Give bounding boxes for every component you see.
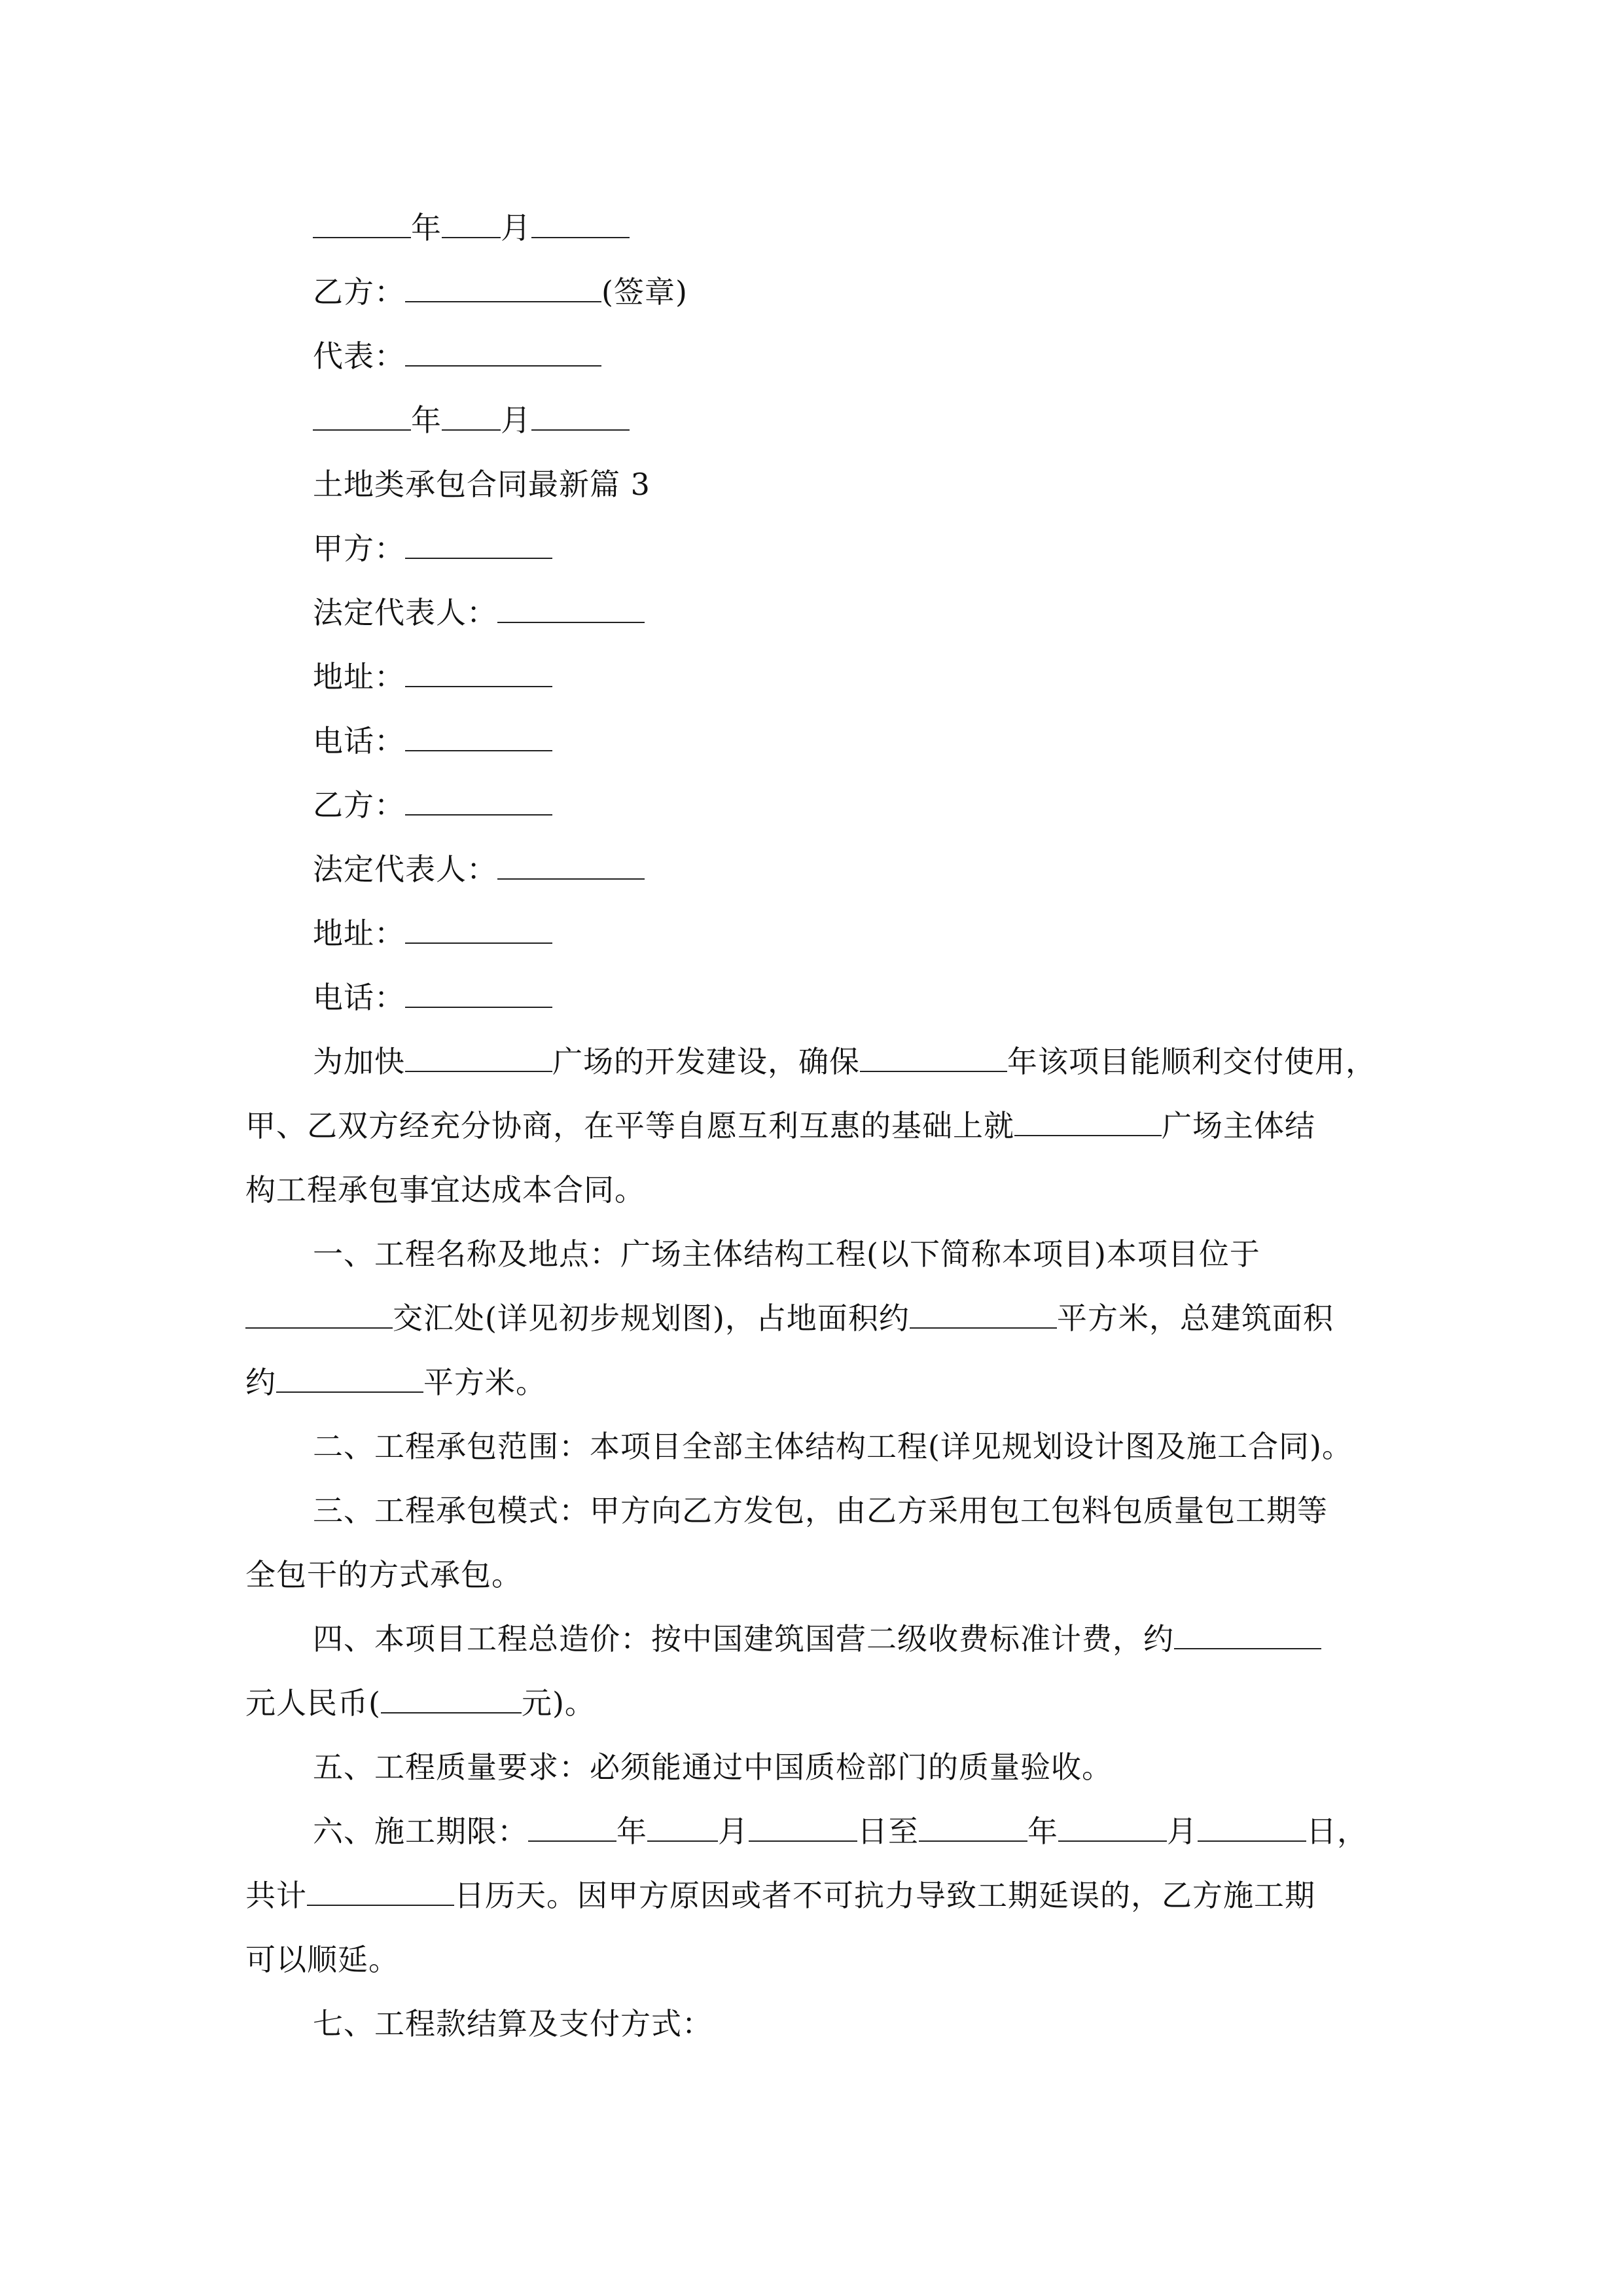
phone-blank (405, 978, 552, 1008)
party-b-sign-line (313, 272, 688, 312)
clause-text: 共计 (245, 1878, 307, 1913)
intro-line-2 (245, 1106, 1315, 1145)
representative-blank (405, 336, 601, 367)
clause-5: 五、工程质量要求：必须能通过中国质检部门的质量验收。 (313, 1749, 1113, 1785)
location-blank (245, 1299, 393, 1329)
phone-blank (405, 721, 552, 751)
party-a-legal-rep-line (313, 593, 645, 632)
month-label: 月 (1167, 1814, 1198, 1849)
intro-text: 甲、乙双方经充分协商，在平等自愿互利互惠的基础上就 (245, 1108, 1014, 1143)
party-b-blank (405, 272, 601, 302)
year-label: 年 (411, 210, 442, 245)
clause-3-line-2: 全包干的方式承包。 (245, 1557, 522, 1592)
end-day-blank (1198, 1812, 1306, 1842)
date-line-2 (313, 401, 630, 440)
clause-text: 约 (245, 1365, 276, 1400)
party-b-label: 乙方： (313, 274, 405, 310)
clause-text: 元)。 (521, 1685, 596, 1721)
intro-line-1 (313, 1042, 1376, 1081)
seal-label: (签章) (601, 274, 688, 310)
party-a-line (313, 529, 552, 568)
clause-text: 日历天。因甲方原因或者不可抗力导致工期延误的，乙方施工期 (454, 1878, 1315, 1913)
plaza-name-blank (405, 1042, 552, 1072)
clause-text: 平方米。 (423, 1365, 546, 1400)
price-figure-blank (381, 1683, 522, 1713)
start-month-blank (647, 1812, 718, 1842)
clause-text: 六、施工期限： (313, 1814, 528, 1849)
party-b-line (313, 785, 552, 825)
clause-4-line-1 (313, 1619, 1321, 1659)
days-blank (307, 1876, 454, 1906)
intro-text: 年该项目能顺利交付使用， (1007, 1044, 1376, 1079)
clause-1-line-1: 一、工程名称及地点：广场主体结构工程(以下简称本项目)本项目位于 (313, 1236, 1260, 1272)
clause-text: 元人民币( (245, 1685, 381, 1721)
year-blank (313, 401, 411, 431)
party-b-legal-rep-line (313, 850, 645, 889)
year-label: 年 (1027, 1814, 1058, 1849)
clause-3-line-1: 三、工程承包模式：甲方向乙方发包，由乙方采用包工包料包质量包工期等 (313, 1493, 1328, 1528)
clause-4-line-2 (245, 1683, 596, 1723)
clause-6-line-3: 可以顺延。 (245, 1942, 399, 1977)
month-blank (442, 208, 501, 238)
clause-7: 七、工程款结算及支付方式： (313, 2006, 713, 2041)
month-label: 月 (501, 403, 531, 438)
party-a-address-line (313, 657, 552, 696)
address-label: 地址： (313, 659, 405, 694)
clause-2: 二、工程承包范围：本项目全部主体结构工程(详见规划设计图及施工合同)。 (313, 1429, 1353, 1464)
party-b-blank (405, 785, 552, 816)
start-year-blank (528, 1812, 616, 1842)
phone-label: 电话： (313, 980, 405, 1015)
clause-6-line-1 (313, 1812, 1368, 1851)
phone-label: 电话： (313, 723, 405, 759)
clause-text: 平方米，总建筑面积 (1056, 1300, 1334, 1336)
party-b-address-line (313, 914, 552, 953)
date-line-1 (313, 208, 630, 247)
intro-text: 广场的开发建设，确保 (552, 1044, 860, 1079)
clause-6-line-2 (245, 1876, 1315, 1915)
year-blank (313, 208, 411, 238)
year-blank (860, 1042, 1007, 1072)
price-blank (1174, 1619, 1321, 1649)
day-to-label: 日至 (857, 1814, 919, 1849)
clause-1-line-3 (245, 1363, 546, 1402)
party-b-phone-line (313, 978, 552, 1017)
month-label: 月 (718, 1814, 749, 1849)
intro-text: 广场主体结 (1162, 1108, 1315, 1143)
legal-rep-blank (497, 593, 645, 623)
day-label: 日， (1306, 1814, 1368, 1849)
year-label: 年 (616, 1814, 647, 1849)
end-year-blank (919, 1812, 1027, 1842)
land-area-blank (910, 1299, 1057, 1329)
month-blank (442, 401, 501, 431)
party-a-blank (405, 529, 552, 559)
representative-line (313, 336, 601, 376)
day-blank (531, 208, 630, 238)
intro-text: 为加快 (313, 1044, 405, 1079)
day-blank (531, 401, 630, 431)
clause-text: 四、本项目工程总造价：按中国建筑国营二级收费标准计费，约 (313, 1621, 1174, 1657)
building-area-blank (276, 1363, 423, 1393)
month-label: 月 (501, 210, 531, 245)
legal-rep-blank (497, 850, 645, 880)
year-label: 年 (411, 403, 442, 438)
party-a-label: 甲方： (313, 531, 405, 566)
legal-rep-label: 法定代表人： (313, 852, 497, 887)
representative-label: 代表： (313, 338, 405, 374)
address-blank (405, 657, 552, 687)
intro-line-3: 构工程承包事宜达成本合同。 (245, 1172, 645, 1208)
address-blank (405, 914, 552, 944)
address-label: 地址： (313, 916, 405, 951)
clause-1-line-2 (245, 1299, 1334, 1338)
legal-rep-label: 法定代表人： (313, 595, 497, 630)
clause-text: 交汇处(详见初步规划图)，占地面积约 (393, 1300, 910, 1336)
party-a-phone-line (313, 721, 552, 761)
party-b-label: 乙方： (313, 787, 405, 823)
section-title: 土地类承包合同最新篇 3 (313, 467, 651, 502)
start-day-blank (749, 1812, 857, 1842)
plaza-name-blank (1014, 1106, 1162, 1136)
end-month-blank (1058, 1812, 1167, 1842)
